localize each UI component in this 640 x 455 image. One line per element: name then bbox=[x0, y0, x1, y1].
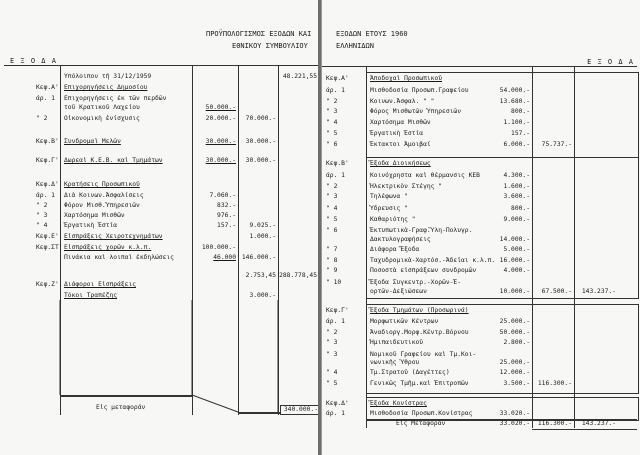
right-row-code: Κεφ.Α' bbox=[326, 75, 349, 82]
left-row-c2: 30.000.- bbox=[245, 157, 276, 164]
bracket-lines bbox=[0, 0, 318, 455]
right-row-c1: 12.000.- bbox=[499, 369, 530, 376]
left-row-c1: 46.000 bbox=[213, 254, 236, 261]
section-box bbox=[366, 72, 639, 158]
right-row-c1: 3.500.- bbox=[503, 380, 530, 387]
right-row-c1: 3.600.- bbox=[503, 193, 530, 200]
right-row-text: Ταχυδρομικὰ-Χαρτόσ.-Ἀδεῖαι κ.λ.π. bbox=[370, 257, 496, 264]
right-row-text: Τηλέφωνα " bbox=[370, 193, 408, 200]
right-row-c1: 157.- bbox=[511, 130, 530, 137]
right-row-text: Κοινων.Ἀσφαλ. " " bbox=[370, 98, 435, 105]
right-carry-label: Εἰς Μεταφοράν bbox=[396, 420, 446, 427]
left-row-text: Εἰσπράξεις χορῶν κ.λ.π. bbox=[64, 244, 152, 251]
right-row-c1: 5.000.- bbox=[503, 246, 530, 253]
header-left-line2: ΕΘΝΙΚΟΥ ΣΥΜΒΟΥΛΙΟΥ bbox=[232, 42, 308, 50]
right-section-label: Ε Ξ Ο Δ Α bbox=[587, 58, 634, 66]
section-box bbox=[366, 157, 639, 299]
right-row-text: Ἐκτακτοι Ἀμοιβαί bbox=[370, 141, 431, 148]
right-row-code: " 10 bbox=[326, 279, 342, 286]
right-row-text: Ἀποδοχαὶ Προσωπικοῦ bbox=[370, 75, 443, 82]
left-row-c1: 30.000.- bbox=[205, 157, 236, 164]
right-carry-c1: 33.020.- bbox=[499, 420, 530, 427]
right-row-code: " 3 bbox=[326, 193, 338, 200]
right-row-code: Κεφ.Δ' bbox=[326, 400, 349, 407]
left-row-text: Ἐργατικὴ Ἑστία bbox=[64, 222, 118, 229]
header-right-line2: ΕΛΛΗΝΙΔΩΝ bbox=[336, 42, 374, 50]
left-row-c1: 100.000.- bbox=[201, 244, 236, 251]
left-row-code: Κεφ.Ζ' bbox=[36, 281, 59, 288]
left-row-text: Επιχορηγήσεις έκ τῶν περδῶν bbox=[64, 95, 167, 102]
right-row-text: Γενικῶς Τμῆμ.καὶ Ἐπιτροπῶν bbox=[370, 380, 469, 387]
right-row-text: Τμ.Στρατοῦ (Δαγέττες) bbox=[370, 369, 450, 376]
left-row-c1: 7.060.- bbox=[209, 192, 236, 199]
left-row-text: Χαρτόσημα Μισθῶν bbox=[64, 212, 125, 219]
right-row-text: Ὑδρευσις " bbox=[370, 205, 408, 212]
right-row-c1: 800.- bbox=[511, 205, 530, 212]
right-row-code: άρ. 1 bbox=[326, 410, 345, 417]
left-row-text: Επιχορηγήσεις Δημοσίου bbox=[64, 84, 148, 91]
left-row-text: Εἰσπράξεις Χειροτεχνημάτων bbox=[64, 233, 163, 240]
left-row-c1: 20.000.- bbox=[205, 115, 236, 122]
left-row-c3: 2.753,45 bbox=[245, 272, 276, 279]
right-row-c3: 143.237.- bbox=[581, 288, 616, 295]
section-box bbox=[366, 397, 639, 421]
right-row-c1: 50.000.- bbox=[499, 329, 530, 336]
right-row-text: Ἀναδιοργ.Μορφ.Κέντρ.Βόρνου bbox=[370, 329, 469, 336]
right-row-code: Κεφ.Γ' bbox=[326, 307, 349, 314]
right-row-code: " 4 bbox=[326, 119, 338, 126]
right-row-text: Μισθοδοσία Προσωπ.Γραφείου bbox=[370, 87, 469, 94]
right-row-c2: 75.737.- bbox=[541, 141, 572, 148]
right-row-code: Κεφ.Β' bbox=[326, 160, 349, 167]
left-row-text: Οἰκονομικὴ ἐνίσχυσις bbox=[64, 115, 140, 122]
right-row-text: Φόρος Μισθωτῶν Ὑπηρεσιῶν bbox=[370, 108, 461, 115]
left-row-code: " 2 bbox=[36, 115, 48, 122]
right-row-c1: 16.000.- bbox=[499, 257, 530, 264]
left-carry-label: Εἰς μεταφοράν bbox=[96, 404, 146, 411]
right-row-text: Δακτυλογραφήσεις bbox=[370, 236, 431, 243]
right-row-code: " 8 bbox=[326, 257, 338, 264]
left-row-text: Κρατήσεις Προσωπικοῦ bbox=[64, 181, 140, 188]
left-row-c1: 50.000.- bbox=[205, 104, 236, 111]
right-row-c1: 800.- bbox=[511, 108, 530, 115]
right-row-code: " 7 bbox=[326, 246, 338, 253]
right-row-code: " 3 bbox=[326, 339, 338, 346]
left-row-c2: 70.000.- bbox=[245, 115, 276, 122]
right-row-c1: 14.000.- bbox=[499, 236, 530, 243]
left-row-code: Κεφ.Α' bbox=[36, 84, 59, 91]
right-row-text: ορτῶν-Δεξιώσεων bbox=[370, 288, 427, 295]
left-row-code: άρ. 1 bbox=[36, 95, 55, 102]
right-row-c1: 1.100.- bbox=[503, 119, 530, 126]
right-row-c1: 25.000.- bbox=[499, 318, 530, 325]
left-row-text: τοῦ Κρατικοῦ Λαχείου bbox=[64, 104, 140, 111]
bracket-line bbox=[192, 395, 238, 412]
right-row-text: Ἔξοδα Κονίστρας bbox=[370, 400, 427, 407]
right-row-text: Ἔξοδα Τμημάτων (Προσωρινά) bbox=[370, 307, 469, 314]
right-row-text: Ἠλεκτρικὸν Στέγης " bbox=[370, 183, 443, 190]
right-row-text: Ἔξοδα Συγκεντρ.-Χορῶν-Ἑ- bbox=[370, 279, 461, 286]
left-row-c1: 976.- bbox=[217, 212, 236, 219]
right-row-c1: 25.000.- bbox=[499, 359, 530, 366]
left-row-c4: 48.221,55 bbox=[282, 73, 317, 80]
left-row-text: Υπόλοιπον τῆ 31/12/1959 bbox=[64, 73, 152, 80]
left-row-code: " 4 bbox=[36, 222, 48, 229]
right-row-code: " 5 bbox=[326, 216, 338, 223]
right-row-code: " 2 bbox=[326, 329, 338, 336]
right-carry-c2: 116.300.- bbox=[537, 420, 572, 427]
right-row-c1: 4.300.- bbox=[503, 172, 530, 179]
right-row-c1: 10.000.- bbox=[499, 288, 530, 295]
right-row-code: " 5 bbox=[326, 380, 338, 387]
left-row-code: Κεφ.Ε' bbox=[36, 233, 59, 240]
right-row-code: " 5 bbox=[326, 130, 338, 137]
left-row-text: Διάφοροι Εἰσπράξεις bbox=[64, 281, 137, 288]
right-row-c1: 4.000.- bbox=[503, 267, 530, 274]
right-row-code: " 9 bbox=[326, 267, 338, 274]
left-row-c3: 3.000.- bbox=[249, 292, 276, 299]
right-row-text: Κοινόχρηστα καὶ θέρμανσις ΚΕΒ bbox=[370, 172, 480, 179]
right-row-code: άρ. 1 bbox=[326, 318, 345, 325]
right-row-c1: 9.000.- bbox=[503, 216, 530, 223]
left-row-text: Πινάκια καὶ λοιπαὶ ἐκδηλώσεις bbox=[64, 254, 174, 261]
right-row-c1: 54.000.- bbox=[499, 87, 530, 94]
right-row-text: Ἔξοδα Διοικήσεως bbox=[370, 160, 431, 167]
right-row-code: " 4 bbox=[326, 205, 338, 212]
left-row-code: " 2 bbox=[36, 202, 48, 209]
right-row-text: Διάφορα Ἔξοδα bbox=[370, 246, 420, 253]
left-row-c4: 288.778,45 bbox=[279, 272, 317, 279]
right-row-code: άρ. 1 bbox=[326, 87, 345, 94]
left-carry-total: 340.000.- bbox=[280, 405, 319, 415]
left-row-c2: 146.000.- bbox=[241, 254, 276, 261]
right-row-text: Μορφωτικῶν Κέντρων bbox=[370, 318, 439, 325]
right-row-text: Ἐργατικὴ Ἑστία bbox=[370, 130, 424, 137]
left-row-c2: 30.000.- bbox=[245, 138, 276, 145]
left-row-c2: 9.025.- bbox=[249, 222, 276, 229]
left-row-code: Κεφ.Δ' bbox=[36, 181, 59, 188]
left-row-text: Διὰ Κοινων.Ἀσφαλίσεις bbox=[64, 192, 144, 199]
right-row-code: " 3 bbox=[326, 351, 338, 358]
right-row-code: " 3 bbox=[326, 108, 338, 115]
left-row-text: Τόκοι Τραπέζης bbox=[64, 292, 118, 299]
left-page bbox=[0, 0, 319, 455]
left-row-code: Κεφ.Γ' bbox=[36, 157, 59, 164]
right-page bbox=[321, 0, 640, 455]
right-row-text: Ἡμιπαιδευτικοῦ bbox=[370, 339, 424, 346]
right-row-text: Μισθοδοσία Προσωπ.Κονίστρας bbox=[370, 410, 473, 417]
left-row-text: Συνδρομαὶ Μελῶν bbox=[64, 138, 121, 145]
right-row-c1: 2.800.- bbox=[503, 339, 530, 346]
right-row-code: " 4 bbox=[326, 369, 338, 376]
right-row-text: Νομικοῦ Γραφείου καὶ Τμ.Κοι- bbox=[370, 351, 477, 358]
right-row-text: Καθαριότης " bbox=[370, 216, 416, 223]
right-top-rule bbox=[322, 66, 637, 67]
left-row-code: άρ. 1 bbox=[36, 192, 55, 199]
left-row-code: " 3 bbox=[36, 212, 48, 219]
left-row-text: Φόρον Μισθ.Ὑπηρεσιῶν bbox=[64, 202, 140, 209]
left-row-c1: 157.- bbox=[217, 222, 236, 229]
left-row-code: Κεφ.Β' bbox=[36, 138, 59, 145]
right-row-c1: 1.600.- bbox=[503, 183, 530, 190]
right-row-text: Χαρτόσημα Μισθῶν bbox=[370, 119, 431, 126]
right-row-c2: 116.300.- bbox=[537, 380, 572, 387]
right-row-text: Ἐκτυπωτικὰ-Γραφ.Ὕλη-Πολυγρ. bbox=[370, 227, 473, 234]
right-row-code: " 2 bbox=[326, 98, 338, 105]
right-row-c1: 13.680.- bbox=[499, 98, 530, 105]
header-right-line1: ΕΞΟΔΩΝ ΕΤΟΥΣ 1960 bbox=[336, 30, 408, 38]
section-box bbox=[366, 304, 639, 394]
left-row-c1: 30.000.- bbox=[205, 138, 236, 145]
right-row-code: " 2 bbox=[326, 183, 338, 190]
right-row-text: Ποσοστὰ εἰσπράξεων συνδρομῶν bbox=[370, 267, 477, 274]
right-carry-c3: 143.237.- bbox=[581, 420, 616, 427]
right-row-text: νωνικῆς Ὑθρου bbox=[370, 359, 420, 366]
right-row-code: " 6 bbox=[326, 141, 338, 148]
left-row-c2: 1.000.- bbox=[249, 233, 276, 240]
left-row-text: Δωρεαὶ Κ.Ε.Β. καὶ Τμημάτων bbox=[64, 157, 163, 164]
header-left-line1: ΠΡΟΫΠΟΛΟΓΙΣΜΟΣ ΕΞΟΔΩΝ ΚΑΙ bbox=[206, 30, 312, 38]
left-row-code: Κεφ.ΣΤ' bbox=[36, 244, 63, 251]
right-row-code: άρ. 1 bbox=[326, 172, 345, 179]
right-row-c1: 33.020.- bbox=[499, 410, 530, 417]
right-row-c2: 67.500.- bbox=[541, 288, 572, 295]
right-row-c1: 6.000.- bbox=[503, 141, 530, 148]
right-row-code: " 6 bbox=[326, 227, 338, 234]
left-row-c1: 832.- bbox=[217, 202, 236, 209]
left-section-label: Ε Ξ Ο Δ Α bbox=[10, 57, 57, 65]
